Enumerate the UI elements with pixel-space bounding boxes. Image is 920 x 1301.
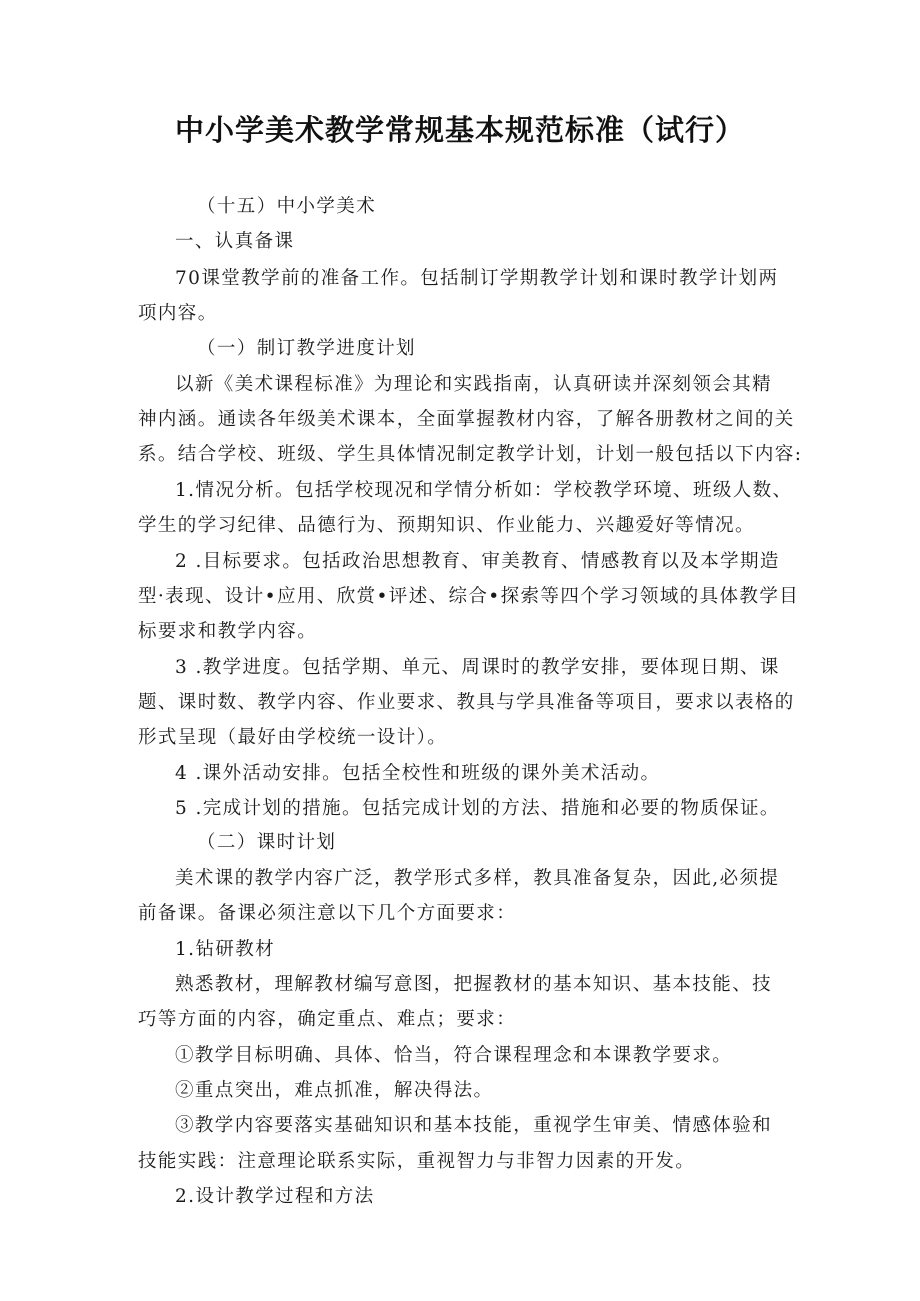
requirement-2: ②重点突出，难点抓准，解决得法。 xyxy=(175,1080,494,1101)
paragraph-line: 系。结合学校、班级、学生具体情况制定教学计划，计划一般包括以下内容: xyxy=(138,444,803,465)
paragraph-line: 题、课时数、教学内容、作业要求、教具与学具准备等项目，要求以表格的 xyxy=(138,692,795,713)
list-item-5: 5 .完成计划的措施。包括完成计划的方法、措施和必要的物质保证。 xyxy=(175,798,780,819)
list-item-2: 2 .目标要求。包括政治思想教育、审美教育、情感教育以及本学期造 xyxy=(175,551,780,572)
heading-prepare-lessons: 一、认真备课 xyxy=(175,231,295,252)
subheading-lesson-plan: （二）课时计划 xyxy=(197,832,337,853)
item-design-process: 2.设计教学过程和方法 xyxy=(175,1186,375,1207)
list-item-1: 1.情况分析。包括学校现况和学情分析如：学校教学环境、班级人数、 xyxy=(175,480,793,501)
paragraph-line: 标要求和教学内容。 xyxy=(138,621,318,642)
paragraph-line: 巧等方面的内容，确定重点、难点；要求： xyxy=(138,1009,517,1030)
paragraph-line: 以新《美术课程标准》为理论和实践指南，认真研读并深刻领会其精 xyxy=(175,374,773,395)
requirement-1: ①教学目标明确、具体、恰当，符合课程理念和本课教学要求。 xyxy=(175,1045,733,1066)
paragraph-line: 70课堂教学前的准备工作。包括制订学期教学计划和课时教学计划两 xyxy=(175,268,779,289)
paragraph-line: 项内容。 xyxy=(138,303,218,324)
item-study-textbook: 1.钻研教材 xyxy=(175,939,276,960)
paragraph-line: 型·表现、设计•应用、欣赏•评述、综合•探索等四个学习领域的具体教学目 xyxy=(138,586,800,607)
subheading-teaching-plan: （一）制订教学进度计划 xyxy=(197,338,416,359)
list-item-4: 4 .课外活动安排。包括全校性和班级的课外美术活动。 xyxy=(175,763,661,784)
paragraph-line: 学生的学习纪律、品德行为、预期知识、作业能力、兴趣爱好等情况。 xyxy=(138,515,755,536)
list-item-3: 3 .教学进度。包括学期、单元、周课时的教学安排，要体现日期、课 xyxy=(175,657,780,678)
document-title: 中小学美术教学常规基本规范标准（试行） xyxy=(174,113,745,147)
paragraph-line: 熟悉教材，理解教材编写意图，把握教材的基本知识、基本技能、技 xyxy=(175,974,773,995)
paragraph-line: 美术课的教学内容广泛，教学形式多样，教具准备复杂，因此,必须提 xyxy=(175,868,780,889)
paragraph-line: 神内涵。通读各年级美术课本，全面掌握教材内容，了解各册教材之间的关 xyxy=(138,409,795,430)
paragraph-line: 前备课。备课必须注意以下几个方面要求： xyxy=(138,903,517,924)
paragraph-line: 技能实践：注意理论联系实际，重视智力与非智力因素的开发。 xyxy=(138,1151,696,1172)
requirement-3: ③教学内容要落实基础知识和基本技能，重视学生审美、情感体验和 xyxy=(175,1115,773,1136)
section-heading-fifteen: （十五）中小学美术 xyxy=(197,196,377,217)
paragraph-line: 形式呈现（最好由学校统一设计）。 xyxy=(138,727,448,748)
